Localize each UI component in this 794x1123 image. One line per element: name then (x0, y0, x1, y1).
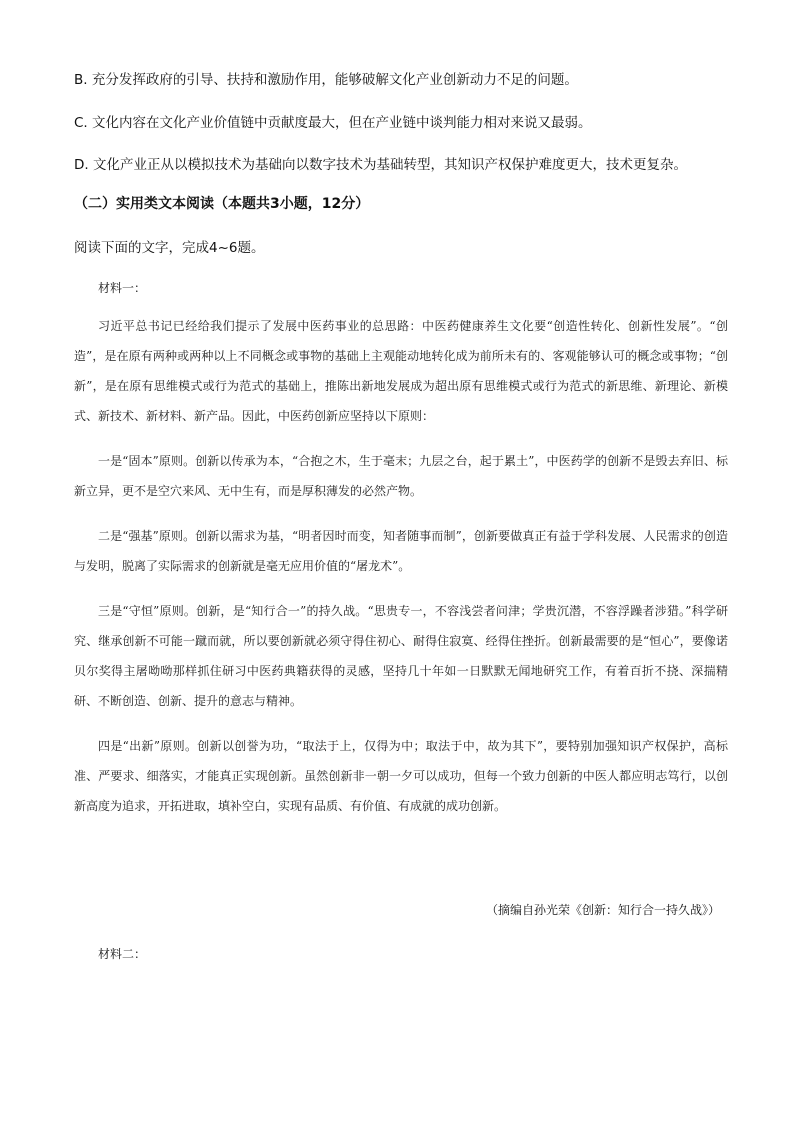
option-d: D. 文化产业正从以模拟技术为基础向以数字技术为基础转型，其知识产权保护难度更大，技术更复杂。 (74, 157, 687, 173)
paragraph-principle-1: 一是“固本”原则。创新以传承为本，“合抱之木，生于毫末；九层之台，起于累土”，中医药学的创新不是毁去弃旧、标新立异，更不是空穴来风、无中生有，而是厚积薄发的必然产物。 (74, 454, 728, 498)
paragraph-principle-2: 二是“强基”原则。创新以需求为基，“明者因时而变，知者随事而制”，创新要做真正有益于学科发展、人民需求的创造与发明，脱离了实际需求的创新就是毫无应用价值的“屠龙术”。 (74, 529, 728, 573)
section-heading: （二）实用类文本阅读（本题共3小题，12分） (74, 196, 370, 212)
material-one-label: 材料一： (98, 281, 147, 295)
material-two-label: 材料二： (98, 947, 147, 961)
article-body (74, 311, 728, 821)
option-b: B. 充分发挥政府的引导、扶持和激励作用，能够破解文化产业创新动力不足的问题。 (74, 72, 578, 88)
paragraph-principle-4: 四是“出新”原则。创新以创誉为功，“取法于上，仅得为中；取法于中，故为其下”，要特别加强知识产权保护，高标准、严要求、细落实，才能真正实现创新。虽然创新非一朝一夕可以成功，但每一个致力创新的中医人都应明志笃行，以创新高度为追求，开拓进取，填补空白，实现有品质、有价值、有成就的成功创新。 (74, 739, 728, 813)
paragraph-principle-3: 三是“守恒”原则。创新，是“知行合一”的持久战。“思贵专一，不容浅尝者问津；学贵沉潜，不容浮躁者涉猎。”科学研究、继承创新不可能一蹴而就，所以要创新就必须守得住初心、耐得住寂寞、经得住挫折。创新最需要的是“恒心”，要像诺贝尔奖得主屠呦呦那样抓住研习中医药典籍获得的灵感，坚持几十年如一日默默无闻地研究工作，有着百折不挠、深揣精研、不断创造、创新、提升的意志与精神。 (74, 604, 728, 708)
source-citation: （摘编自孙光荣《创新：知行合一持久战》） (485, 903, 720, 917)
paragraph-intro: 习近平总书记已经给我们提示了发展中医药事业的总思路：中医药健康养生文化要“创造性转化、创新性发展”。“创造”，是在原有两种或两种以上不同概念或事物的基础上主观能动地转化成为前所未有的、客观能够认可的概念或事物；“创新”，是在原有思维模式或行为范式的基础上，推陈出新地发展成为超出原有思维模式或行为范式的新思维、新理论、新模式、新技术、新材料、新产品。因此，中医药创新应坚持以下原则： (74, 319, 728, 423)
option-c: C. 文化内容在文化产业价值链中贡献度最大，但在产业链中谈判能力相对来说又最弱。 (74, 115, 592, 131)
instruction: 阅读下面的文字，完成4~6题。 (74, 240, 265, 256)
